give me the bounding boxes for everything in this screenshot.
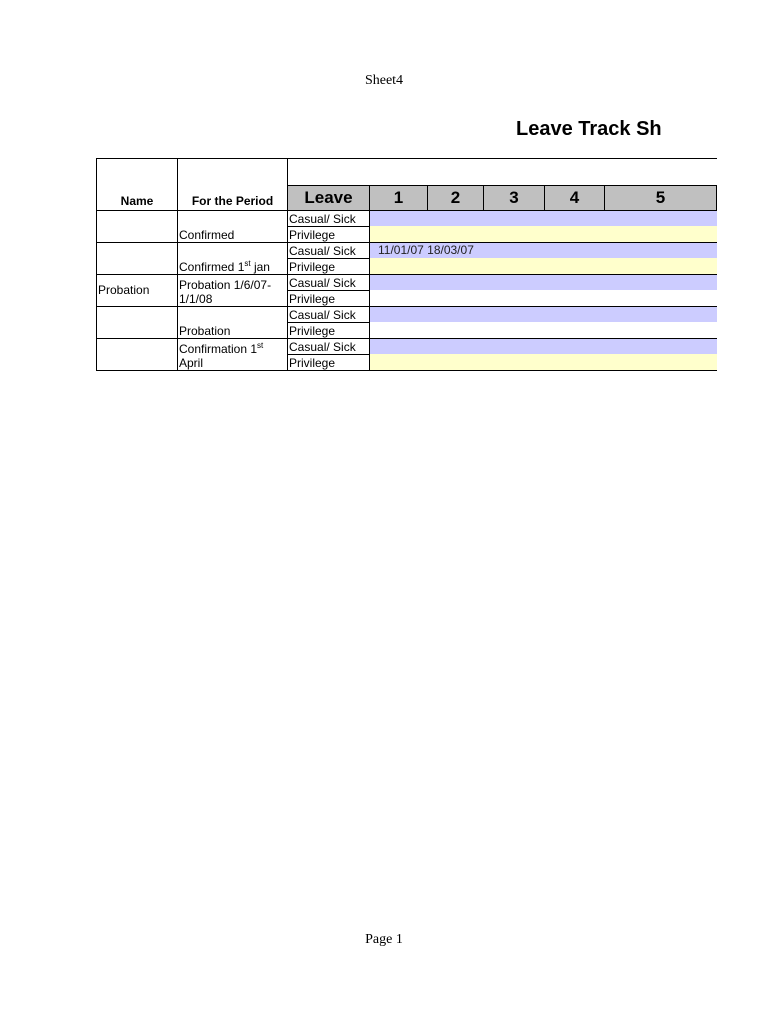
day-header-5: 5 — [605, 186, 717, 211]
table-row — [97, 338, 717, 354]
day-header-3: 3 — [484, 186, 545, 211]
leave-type-cell[interactable]: Casual/ Sick — [288, 242, 370, 258]
leave-entry-cell[interactable] — [370, 274, 717, 290]
employee-name[interactable] — [97, 210, 178, 242]
leave-entry-cell[interactable] — [370, 354, 717, 370]
leave-entry-cell[interactable] — [370, 210, 717, 226]
header-row — [97, 186, 717, 211]
day-header-1: 1 — [370, 186, 428, 211]
leave-grid-area — [96, 158, 666, 374]
leave-entry-cell[interactable] — [370, 226, 717, 242]
day-header-2: 2 — [428, 186, 484, 211]
leave-type-cell[interactable]: Casual/ Sick — [288, 274, 370, 290]
employee-period[interactable]: Probation — [178, 306, 288, 338]
day-header-4: 4 — [545, 186, 605, 211]
leave-type-cell[interactable]: Privilege — [288, 258, 370, 274]
leave-type-cell[interactable]: Privilege — [288, 322, 370, 338]
name-column-header: Name — [97, 186, 178, 211]
sheet-title: Leave Track Sh — [516, 118, 662, 140]
leave-entry-cell[interactable]: 11/01/07 18/03/07 — [370, 242, 717, 258]
header-spacer-row — [97, 159, 717, 186]
leave-type-cell[interactable]: Casual/ Sick — [288, 338, 370, 354]
employee-name[interactable] — [97, 338, 178, 370]
table-row — [97, 242, 717, 258]
employee-period[interactable]: Confirmed — [178, 210, 288, 242]
period-column-header: For the Period — [178, 186, 288, 211]
table-row — [97, 274, 717, 290]
leave-type-cell[interactable]: Privilege — [288, 290, 370, 306]
leave-entry-cell[interactable] — [370, 306, 717, 322]
title-area — [96, 116, 662, 146]
leave-type-cell[interactable]: Privilege — [288, 354, 370, 370]
employee-period[interactable]: Confirmed 1st jan — [178, 242, 288, 274]
employee-name[interactable] — [97, 242, 178, 274]
leave-entry-cell[interactable] — [370, 290, 717, 306]
leave-entry-cell[interactable] — [370, 322, 717, 338]
leave-type-cell[interactable]: Casual/ Sick — [288, 306, 370, 322]
leave-type-cell[interactable]: Casual/ Sick — [288, 210, 370, 226]
employee-period[interactable]: Confirmation 1st April — [178, 338, 288, 370]
page-number-footer: Page 1 — [365, 932, 403, 947]
table-row — [97, 210, 717, 226]
sheet-name-header: Sheet4 — [364, 73, 404, 88]
table-row — [97, 306, 717, 322]
employee-period[interactable]: Probation 1/6/07-1/1/08 — [178, 274, 288, 306]
leave-track-table — [96, 158, 717, 371]
employee-name[interactable]: Probation — [97, 274, 178, 306]
leave-entry-cell[interactable] — [370, 338, 717, 354]
leave-entry-cell[interactable] — [370, 258, 717, 274]
leave-type-cell[interactable]: Privilege — [288, 226, 370, 242]
employee-name[interactable] — [97, 306, 178, 338]
leave-column-header: Leave — [288, 186, 370, 211]
